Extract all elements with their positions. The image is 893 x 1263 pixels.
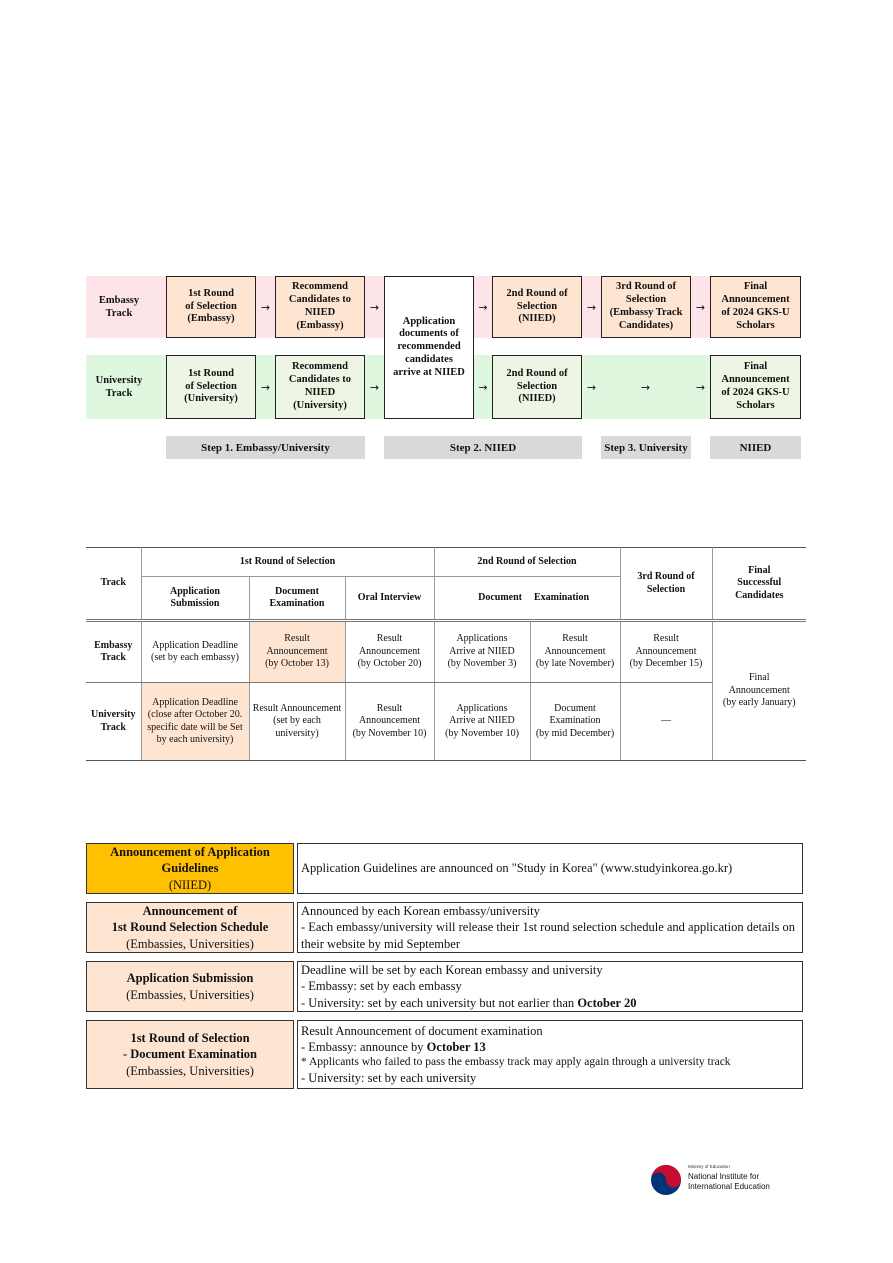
schedule-title: Announcement of 1st Round Selection Schedule	[111, 904, 269, 935]
guidelines-text-box	[297, 843, 803, 894]
th-round1: 1st Round of Selection	[141, 548, 434, 577]
embassy-recommend-box: Recommend Candidates to NIIED (Embassy)	[275, 276, 365, 338]
step1-label: Step 1. Embassy/University	[166, 436, 365, 459]
schedule-line2: - Each embassy/university will release their 1st round selection schedule and application details on their website by mid September	[301, 920, 795, 951]
org-name-line2: International Education	[688, 1182, 770, 1191]
th-document: Document	[434, 577, 530, 621]
th-oral-interview: Oral Interview	[345, 577, 434, 621]
arrow-icon: →	[369, 380, 380, 394]
university-exam2: Document Examination (by mid December)	[530, 683, 620, 761]
embassy-final-box: Final Announcement of 2024 GKS-U Scholars	[710, 276, 801, 338]
guidelines-text: Application Guidelines are announced on "Study in Korea" (www.studyinkorea.go.kr)	[301, 861, 733, 876]
doc-exam-line1: Result Announcement of document examination	[301, 1023, 543, 1038]
taeguk-emblem-icon	[650, 1164, 682, 1196]
arrow-icon: →	[695, 380, 706, 394]
submission-line2: - Embassy: set by each embassy	[301, 979, 462, 994]
th-doc-exam: Document Examination	[249, 577, 345, 621]
submission-text-box	[297, 961, 803, 1012]
doc-exam-text-box	[297, 1020, 803, 1089]
th-round3: 3rd Round of Selection	[620, 548, 712, 621]
doc-exam-line2: - Embassy: announce by October 13	[301, 1039, 486, 1054]
final-announcement: Final Announcement (by early January)	[712, 621, 806, 761]
arrow-icon: →	[695, 300, 706, 314]
row-embassy-track: Embassy Track	[86, 621, 141, 683]
embassy-doc2: Applications Arrive at NIIED (by November 3)	[434, 621, 530, 683]
arrow-icon: →	[478, 300, 488, 314]
arrow-icon: →	[640, 380, 651, 394]
th-round2: 2nd Round of Selection	[434, 548, 620, 577]
university-first-round-box: 1st Round of Selection (University)	[166, 355, 256, 419]
embassy-track-label: Embassy Track	[98, 294, 140, 319]
university-final-box: Final Announcement of 2024 GKS-U Scholars	[710, 355, 801, 419]
step3-label: Step 3. University	[601, 436, 691, 459]
submission-sub: (Embassies, Universities)	[126, 987, 254, 1002]
doc-exam-line4: - University: set by each university	[301, 1071, 477, 1086]
embassy-doc-exam: Result Announcement (by October 13)	[249, 621, 345, 683]
university-oral: Result Announcement (by November 10)	[345, 683, 434, 761]
university-app-submission: Application Deadline (close after October 20. specific date will be Set by each university)	[141, 683, 249, 761]
arrow-icon: →	[586, 380, 597, 394]
th-examination: Examination	[530, 577, 620, 621]
university-round3: —	[620, 683, 712, 761]
schedule-sub: (Embassies, Universities)	[126, 936, 254, 951]
org-name-line1: National Institute for	[688, 1172, 760, 1181]
arrow-icon: →	[369, 300, 380, 314]
row-university-track: University Track	[86, 683, 141, 761]
submission-label-box	[86, 961, 294, 1012]
embassy-second-round-box: 2nd Round of Selection (NIIED)	[492, 276, 582, 338]
guidelines-label-box	[86, 843, 294, 894]
arrow-icon: →	[586, 300, 597, 314]
th-final: Final Successful Candidates	[712, 548, 806, 621]
submission-title: Application Submission	[126, 971, 254, 986]
schedule-table	[86, 547, 806, 761]
schedule-label-box	[86, 902, 294, 953]
schedule-text-box	[297, 902, 803, 953]
university-doc-exam: Result Announcement (set by each university)	[249, 683, 345, 761]
doc-exam-line3: * Applicants who failed to pass the embassy track may apply again through a university track	[301, 1056, 731, 1069]
arrow-icon: →	[260, 380, 271, 394]
submission-line1: Deadline will be set by each Korean embassy and university	[301, 963, 603, 978]
application-arrive-box: Application documents of recommended candidates arrive at NIIED	[384, 276, 474, 419]
arrow-icon: →	[260, 300, 271, 314]
doc-exam-title: 1st Round of Selection - Document Examination	[122, 1031, 258, 1062]
submission-line3: - University: set by each university but not earlier than October 20	[301, 995, 637, 1010]
step2-label: Step 2. NIIED	[384, 436, 582, 459]
embassy-third-round-box: 3rd Round of Selection (Embassy Track Candidates)	[601, 276, 691, 338]
university-doc2: Applications Arrive at NIIED (by November 10)	[434, 683, 530, 761]
doc-exam-label-box	[86, 1020, 294, 1089]
arrow-icon: →	[478, 380, 488, 394]
th-app-submission: Application Submission	[141, 577, 249, 621]
doc-exam-sub: (Embassies, Universities)	[126, 1063, 254, 1078]
embassy-first-round-box: 1st Round of Selection (Embassy)	[166, 276, 256, 338]
guidelines-sub: (NIIED)	[168, 877, 212, 892]
university-second-round-box: 2nd Round of Selection (NIIED)	[492, 355, 582, 419]
th-track: Track	[86, 548, 141, 621]
university-track-label: University Track	[95, 374, 143, 399]
embassy-oral: Result Announcement (by October 20)	[345, 621, 434, 683]
embassy-round3: Result Announcement (by December 15)	[620, 621, 712, 683]
schedule-line1: Announced by each Korean embassy/university	[301, 904, 540, 919]
guidelines-title: Announcement of Application Guidelines	[110, 845, 270, 876]
embassy-exam2: Result Announcement (by late November)	[530, 621, 620, 683]
step4-label: NIIED	[710, 436, 801, 459]
ministry-label: Ministry of Education	[688, 1164, 730, 1169]
niied-logo	[650, 1162, 780, 1198]
embassy-app-submission: Application Deadline (set by each embassy)	[141, 621, 249, 683]
university-recommend-box: Recommend Candidates to NIIED (University)	[275, 355, 365, 419]
